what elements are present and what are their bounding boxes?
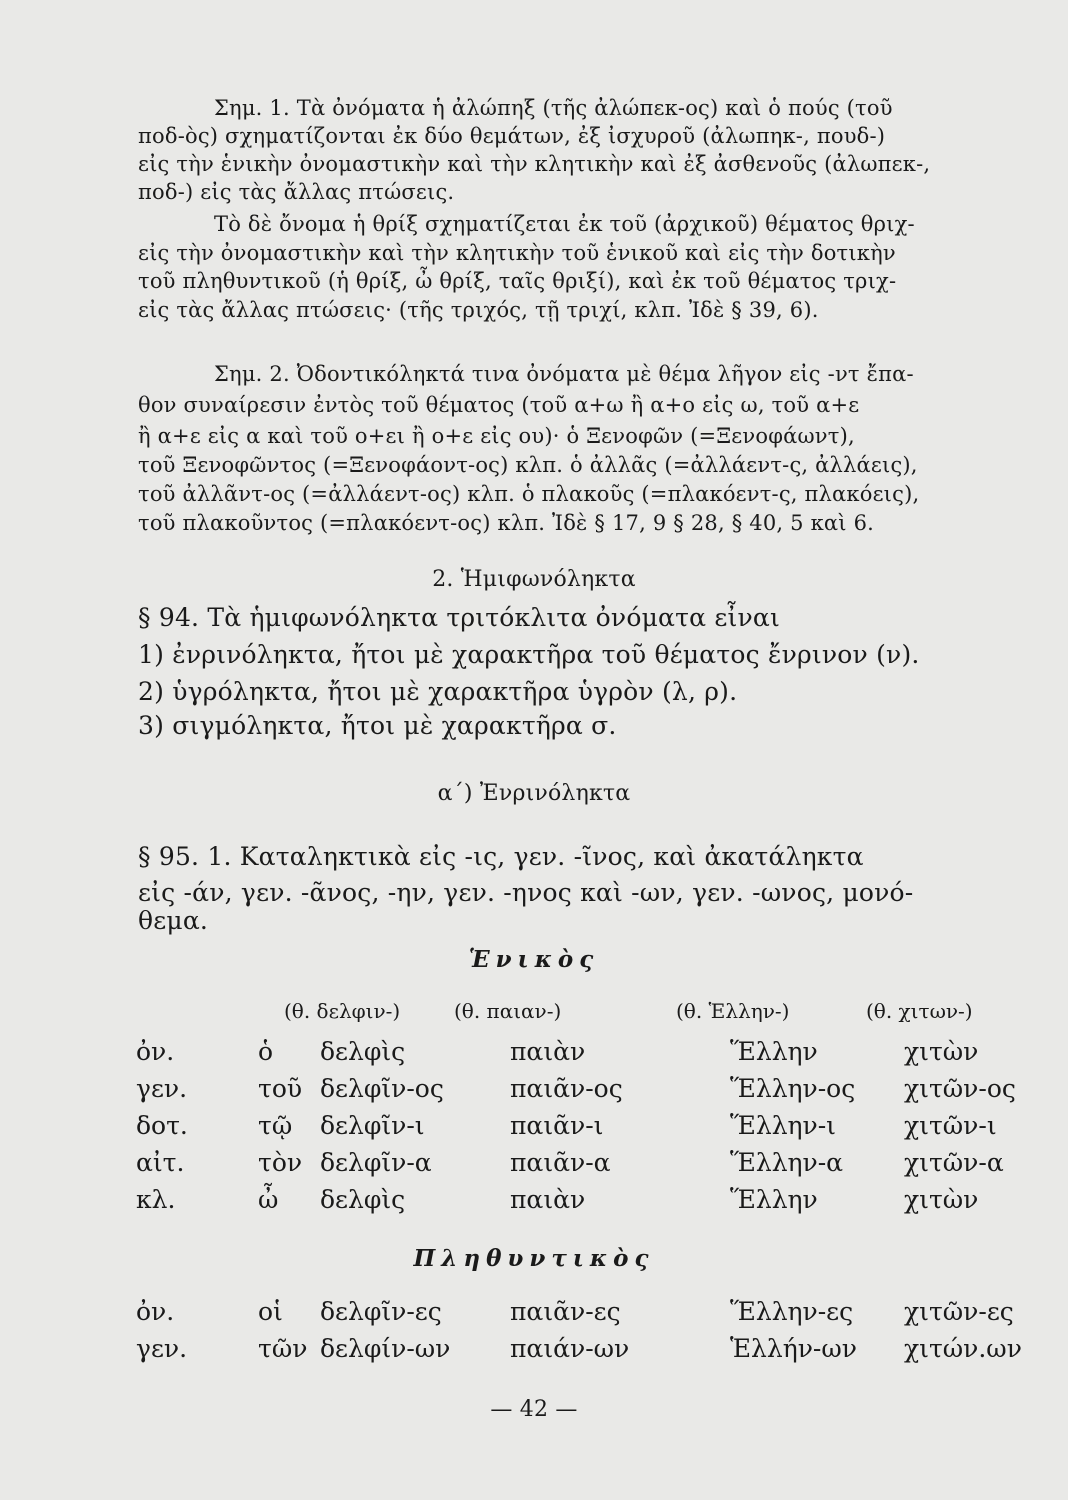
hellen-form: Ἕλλην-α	[730, 1148, 844, 1177]
case-label: αἰτ.	[136, 1148, 185, 1177]
hellen-form: Ἕλλην-ες	[730, 1297, 854, 1326]
singular-table	[136, 1033, 1034, 1218]
note2-line-3: ἢ α+ε εἰς α καὶ τοῦ ο+ει ἢ ο+ε εἰς ου)· ὁ Ξενοφῶν (=Ξενοφάωντ),	[138, 424, 855, 448]
p94-line-3: 2) ὑγρόληκτα, ἤτοι μὲ χαρακτῆρα ὑγρὸν (λ, ρ).	[138, 677, 738, 706]
chiton-form: χιτῶν-ες	[904, 1297, 1014, 1326]
delfin-form: δελφὶς	[320, 1037, 406, 1066]
article: τοῦ	[258, 1074, 303, 1103]
article: ὦ	[258, 1185, 279, 1214]
note2-line-5: τοῦ ἀλλᾶντ-ος (=ἀλλάεντ-ος) κλπ. ὁ πλακοῦς (=πλακόεντ-ς, πλακόεις),	[138, 482, 920, 506]
section-heading: 2. Ἡμιφωνόληκτα	[432, 567, 636, 592]
note1-line-8: εἰς τὰς ἄλλας πτώσεις· (τῆς τριχός, τῇ τριχί, κλπ. Ἰδὲ § 39, 6).	[138, 298, 819, 322]
note1-line-5: Τὸ δὲ ὄνομα ἡ θρίξ σχηματίζεται ἐκ τοῦ (ἀρχικοῦ) θέματος θριχ-	[214, 212, 915, 236]
p94-line-1: § 94. Τὰ ἡμιφωνόληκτα τριτόκλιτα ὀνόματα εἶναι	[138, 603, 781, 632]
note2-line-1: Σημ. 2. Ὀδοντικόληκτά τινα ὀνόματα μὲ θέμα λῆγον εἰς -ντ ἔπα-	[214, 362, 914, 386]
note2-line-6: τοῦ πλακοῦντος (=πλακόεντ-ος) κλπ. Ἰδὲ § 17, 9 § 28, § 40, 5 καὶ 6.	[138, 511, 875, 535]
article: οἱ	[258, 1297, 283, 1326]
hellen-form: Ἑλλήν-ων	[730, 1334, 857, 1363]
chiton-form: χιτὼν	[904, 1037, 979, 1066]
sub-heading: α΄) Ἐνρινόληκτα	[437, 781, 631, 806]
case-label: ὀν.	[136, 1297, 175, 1326]
note2-line-4: τοῦ Ξενοφῶντος (=Ξενοφάοντ-ος) κλπ. ὁ ἀλλᾶς (=ἀλλάεντ-ς, ἀλλάεις),	[138, 453, 918, 477]
article: τῷ	[258, 1111, 293, 1140]
stem-delfin: (θ. δελφιν-)	[284, 999, 401, 1023]
p94-line-2: 1) ἐνρινόληκτα, ἤτοι μὲ χαρακτῆρα τοῦ θέματος ἔνρινον (ν).	[138, 640, 920, 669]
p94-line-4: 3) σιγμόληκτα, ἤτοι μὲ χαρακτῆρα σ.	[138, 711, 617, 740]
stem-chiton: (θ. χιτων-)	[866, 999, 973, 1023]
note1-line-6: εἰς τὴν ὀνομαστικὴν καὶ τὴν κλητικὴν τοῦ ἑνικοῦ καὶ εἰς τὴν δοτικὴν	[138, 241, 896, 265]
plural-table	[136, 1293, 1034, 1367]
plural-row	[136, 1293, 1034, 1330]
singular-row	[136, 1033, 1034, 1070]
delfin-form: δελφὶς	[320, 1185, 406, 1214]
delfin-form: δελφῖν-ι	[320, 1111, 425, 1140]
note1-line-1: Σημ. 1. Τὰ ὀνόματα ἡ ἀλώπηξ (τῆς ἀλώπεκ-ος) καὶ ὁ πούς (τοῦ	[214, 96, 893, 120]
singular-title: Ἑνικὸς	[468, 946, 600, 973]
hellen-form: Ἕλλην	[730, 1037, 818, 1066]
chiton-form: χιτῶν-ος	[904, 1074, 1016, 1103]
page-number: — 42 —	[490, 1397, 578, 1422]
paian-form: παιᾶν-ες	[510, 1297, 621, 1326]
article: ὁ	[258, 1037, 274, 1066]
case-label: κλ.	[136, 1185, 176, 1214]
note1-line-2: ποδ-ὸς) σχηματίζονται ἐκ δύο θεμάτων, ἐξ ἰσχυροῦ (ἀλωπηκ-, πουδ-)	[138, 124, 886, 148]
plural-title: Πληθυντικὸς	[413, 1245, 655, 1272]
article: τῶν	[258, 1334, 308, 1363]
delfin-form: δελφῖν-ες	[320, 1297, 442, 1326]
singular-row	[136, 1181, 1034, 1218]
note1-line-3: εἰς τὴν ἑνικὴν ὀνομαστικὴν καὶ τὴν κλητικὴν καὶ ἐξ ἀσθενοῦς (ἀλωπεκ-,	[138, 152, 931, 176]
p95-line-1: § 95. 1. Καταληκτικὰ εἰς -ις, γεν. -ῖνος, καὶ ἀκατάληκτα	[138, 842, 864, 871]
case-label: γεν.	[136, 1334, 188, 1363]
p95-line-2: εἰς -άν, γεν. -ᾶνος, -ην, γεν. -ηνος καὶ -ων, γεν. -ωνος, μονό-	[138, 878, 914, 907]
paian-form: παιὰν	[510, 1037, 586, 1066]
chiton-form: χιτῶν-ι	[904, 1111, 997, 1140]
note1-line-4: ποδ-) εἰς τὰς ἄλλας πτώσεις.	[138, 180, 455, 204]
case-label: γεν.	[136, 1074, 188, 1103]
paian-form: παιᾶν-α	[510, 1148, 611, 1177]
note1-line-7: τοῦ πληθυντικοῦ (ἡ θρίξ, ὦ θρίξ, ταῖς θριξί), καὶ ἐκ τοῦ θέματος τριχ-	[138, 269, 897, 293]
singular-row	[136, 1070, 1034, 1107]
paian-form: παιᾶν-ος	[510, 1074, 623, 1103]
chiton-form: χιτὼν	[904, 1185, 979, 1214]
chiton-form: χιτῶν-α	[904, 1148, 1004, 1177]
delfin-form: δελφῖν-α	[320, 1148, 432, 1177]
hellen-form: Ἕλλην-ος	[730, 1074, 856, 1103]
delfin-form: δελφῖν-ος	[320, 1074, 444, 1103]
paian-form: παιᾶν-ι	[510, 1111, 604, 1140]
note2-line-2: θον συναίρεσιν ἐντὸς τοῦ θέματος (τοῦ α+ω ἢ α+ο εἰς ω, τοῦ α+ε	[138, 393, 860, 417]
singular-row	[136, 1144, 1034, 1181]
hellen-form: Ἕλλην-ι	[730, 1111, 836, 1140]
p95-line-3: θεμα.	[138, 906, 209, 935]
stem-paian: (θ. παιαν-)	[454, 999, 562, 1023]
stem-hellen: (θ. Ἑλλην-)	[676, 999, 790, 1023]
case-label: ὀν.	[136, 1037, 175, 1066]
case-label: δοτ.	[136, 1111, 188, 1140]
paian-form: παιάν-ων	[510, 1334, 630, 1363]
singular-row	[136, 1107, 1034, 1144]
chiton-form: χιτών.ων	[904, 1334, 1022, 1363]
article: τὸν	[258, 1148, 303, 1177]
hellen-form: Ἕλλην	[730, 1185, 818, 1214]
plural-row	[136, 1330, 1034, 1367]
delfin-form: δελφίν-ων	[320, 1334, 451, 1363]
paian-form: παιὰν	[510, 1185, 586, 1214]
